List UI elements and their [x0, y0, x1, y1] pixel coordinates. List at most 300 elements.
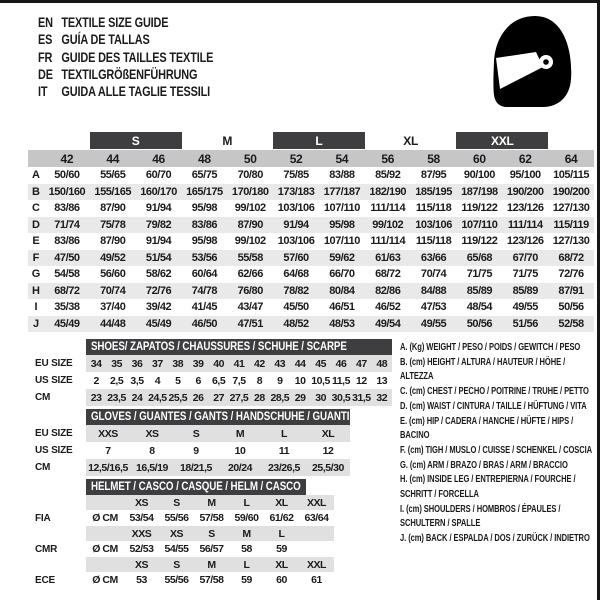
size-value: 84/88	[420, 284, 447, 297]
size-value: 99/102	[372, 218, 404, 231]
legend-item-d: D. (cm) WAIST / CINTURA / TAILLE / HÜFTUNG / VITA	[400, 399, 587, 412]
helmet-size-value: 59	[241, 574, 252, 586]
size-value: 67/70	[512, 251, 538, 264]
size-value: 173/183	[277, 185, 315, 198]
size-value: 115/119	[553, 218, 589, 231]
size-value: 45/49	[54, 317, 80, 330]
gloves-value: XXS	[98, 427, 118, 440]
shoes-title: SHOES/ ZAPATOS / CHAUSSURES / SCHUHE / SCARPE	[91, 341, 347, 353]
gloves-value: M	[235, 427, 245, 440]
size-value: 105/115	[553, 169, 590, 182]
size-number: 62	[518, 151, 532, 166]
shoes-row-label: EU SIZE	[35, 358, 73, 369]
language-code: IT	[38, 83, 48, 100]
gloves-row-eu-size	[28, 425, 350, 442]
size-value: 115/118	[415, 235, 452, 248]
language-title-list	[38, 14, 213, 100]
size-value: 49/55	[512, 301, 538, 314]
helmet-size-label: L	[243, 496, 250, 509]
size-value: 78/82	[283, 284, 309, 297]
size-value: 111/114	[507, 218, 543, 231]
size-value: 99/102	[234, 235, 266, 248]
measure-row-e	[28, 233, 594, 250]
size-number: 58	[427, 151, 440, 166]
size-value: 52/58	[558, 317, 584, 330]
size-value: 47/51	[237, 317, 263, 330]
size-number: 56	[381, 151, 395, 166]
shoes-value: 4	[154, 374, 161, 387]
size-value: 90/100	[463, 169, 495, 182]
shoes-value: 41	[233, 357, 245, 370]
size-value: 170/180	[231, 185, 269, 198]
size-value: 187/198	[461, 185, 498, 198]
size-value: 87/90	[100, 202, 126, 215]
measure-row-label: D	[32, 218, 40, 231]
size-value: 103/106	[277, 235, 315, 248]
size-value: 56/60	[100, 268, 126, 281]
size-value: 160/170	[140, 185, 177, 198]
size-value: 95/98	[191, 235, 218, 248]
guide-title: GUIDA ALLE TAGLIE TESSILI	[61, 83, 210, 100]
size-group-xl: XL	[403, 133, 419, 148]
size-value: 60/64	[191, 268, 218, 281]
shoes-value: 23,5	[107, 391, 126, 404]
helmet-size-label: XS	[134, 558, 149, 571]
helmet-size-label: M	[207, 558, 216, 571]
size-value: 63/66	[420, 251, 447, 264]
shoes-value: 2,5	[109, 374, 124, 387]
size-value: 95/98	[329, 218, 355, 231]
gloves-value: 8	[149, 444, 155, 457]
size-value: 68/72	[558, 251, 584, 264]
size-value: 50/56	[558, 301, 584, 314]
size-value: 61/63	[375, 251, 401, 264]
shoes-value: 43	[274, 357, 286, 370]
size-value: 71/75	[466, 268, 493, 281]
gloves-value: 23/26,5	[268, 461, 300, 474]
size-value: 60/70	[145, 169, 172, 182]
size-group-spacer	[548, 132, 594, 149]
shoes-value: 6,5	[211, 374, 226, 387]
language-code: ES	[38, 31, 53, 48]
size-value: 68/72	[54, 284, 80, 297]
measure-row-f	[28, 250, 594, 267]
size-value: 44/48	[100, 317, 126, 330]
size-value: 177/187	[323, 185, 361, 198]
size-value: 49/54	[375, 317, 401, 330]
legend-item-g: G. (cm) ARM / BRAZO / BRAS / ARM / BRACCIO	[400, 458, 568, 471]
size-number: 64	[564, 151, 578, 166]
size-value: 91/94	[283, 218, 309, 231]
guide-title: GUIDE DES TAILLES TEXTILE	[61, 48, 214, 65]
shoes-value: 10	[294, 374, 306, 387]
measure-row-j	[28, 316, 594, 333]
helmet-title: HELMET / CASCO / CASQUE / HELM / CASCO	[91, 481, 301, 493]
helmet-size-label: S	[173, 496, 180, 509]
helmet-size-label: L	[243, 558, 250, 571]
size-value: 59/62	[329, 251, 355, 264]
measure-row-a	[28, 167, 594, 184]
size-value: 165/175	[186, 185, 223, 198]
measure-row-label: C	[32, 202, 40, 215]
shoes-value: 11,5	[331, 374, 351, 387]
shoes-row-label: US SIZE	[35, 375, 73, 386]
helmet-size-value: 63/64	[304, 512, 329, 524]
shoes-value: 26	[192, 391, 204, 404]
size-value: 46/51	[329, 301, 355, 314]
shoes-value: 37	[152, 357, 163, 370]
size-value: 127/130	[552, 235, 590, 248]
gloves-value: 12	[322, 444, 334, 457]
size-value: 65/75	[191, 169, 218, 182]
shoes-value: 5	[175, 374, 181, 387]
helmet-unit-label: Ø CM	[92, 574, 118, 586]
measure-row-b	[28, 184, 594, 201]
shoes-value: 47	[356, 357, 367, 370]
shoes-row-us-size	[28, 372, 392, 389]
size-value: 119/122	[461, 235, 498, 248]
guide-title: TEXTILGRÖßENFÜHRUNG	[61, 65, 198, 82]
language-code: DE	[38, 65, 53, 82]
helmet-size-value: 53	[136, 574, 147, 586]
size-value: 51/56	[512, 317, 538, 330]
measure-row-g	[28, 266, 594, 283]
helmet-value-row-fia	[28, 510, 334, 526]
helmet-header-bar	[86, 479, 306, 495]
size-value: 74/78	[191, 284, 218, 297]
helmet-size-value: 56/57	[199, 543, 224, 555]
size-value: 47/50	[54, 251, 80, 264]
shoes-value: 27,5	[229, 391, 249, 404]
shoes-value: 46	[335, 357, 347, 370]
gloves-value: 10	[234, 444, 246, 457]
size-value: 49/52	[100, 251, 126, 264]
size-value: 70/74	[100, 284, 126, 297]
size-value: 35/38	[54, 301, 80, 314]
legend-item-c: C. (cm) CHEST / PECHO / POITRINE / TRUHE / PETTO	[400, 385, 589, 398]
size-value: 190/200	[552, 185, 590, 198]
size-value: 91/94	[145, 235, 172, 248]
shoes-value: 2	[93, 374, 99, 387]
shoes-value: 39	[192, 357, 204, 370]
size-value: 85/89	[512, 284, 538, 297]
helmet-value-row-cmr	[28, 541, 334, 557]
size-value: 48/54	[466, 301, 493, 314]
size-value: 85/92	[375, 169, 401, 182]
gloves-header-bar	[86, 409, 350, 425]
size-value: 80/84	[329, 284, 355, 297]
shoes-value: 31,5	[352, 391, 371, 404]
helmet-header-row	[28, 479, 334, 495]
helmet-icon	[487, 13, 573, 109]
size-value: 115/118	[415, 202, 452, 215]
helmet-size-row-fia	[28, 495, 334, 510]
shoes-value: 28,5	[270, 391, 290, 404]
language-row	[38, 49, 213, 66]
size-value: 41/45	[191, 301, 218, 314]
size-value: 119/122	[461, 202, 498, 215]
size-value: 45/50	[283, 301, 309, 314]
gloves-value: XS	[145, 427, 159, 440]
size-value: 127/130	[552, 202, 590, 215]
helmet-size-value: 61	[311, 574, 322, 586]
shoes-size-table	[28, 339, 392, 406]
size-value: 70/80	[237, 169, 263, 182]
gloves-value: XL	[321, 427, 335, 440]
helmet-size-value: 53/54	[129, 512, 154, 524]
size-value: 87/95	[420, 169, 447, 182]
helmet-size-table	[28, 479, 334, 588]
size-value: 48/53	[329, 317, 355, 330]
size-value: 46/50	[191, 317, 218, 330]
guide-title: GUÍA DE TALLAS	[61, 31, 150, 48]
shoes-row-cm	[28, 389, 392, 406]
size-value: 46/52	[375, 301, 401, 314]
shoes-value: 25,5	[168, 391, 188, 404]
size-value: 70/74	[420, 268, 447, 281]
shoes-value: 48	[376, 357, 388, 370]
helmet-agency-label: ECE	[35, 574, 55, 586]
size-group-s: S	[90, 132, 182, 149]
shoes-value: 8	[256, 374, 263, 387]
size-value: 190/200	[506, 185, 544, 198]
legend-item-j: J. (cm) BACK / ESPALDA / DOS / ZURÜCK / INDIETRO	[400, 532, 590, 545]
shoes-value: 35	[111, 357, 122, 370]
gloves-row-us-size	[28, 442, 350, 459]
gloves-title: GLOVES / GUANTES / GANTS / HANDSCHUHE / GUANTI	[91, 411, 350, 423]
size-group-spacer	[28, 132, 90, 149]
size-value: 58/62	[145, 268, 172, 281]
helmet-size-value: 61/62	[269, 512, 294, 524]
size-number: 42	[60, 151, 74, 166]
language-code: EN	[38, 14, 53, 30]
measure-row-label: J	[32, 317, 40, 330]
size-number: 54	[335, 151, 349, 166]
gloves-row-cm	[28, 459, 350, 476]
size-value: 39/42	[145, 301, 172, 314]
size-value: 79/82	[145, 218, 172, 231]
helmet-size-value: 58	[241, 543, 252, 555]
size-value: 50/56	[466, 317, 493, 330]
size-value: 68/72	[375, 268, 401, 281]
size-value: 50/60	[54, 169, 80, 182]
shoes-value: 42	[254, 357, 265, 370]
helmet-size-label: S	[208, 527, 215, 540]
size-value: 75/85	[283, 169, 309, 182]
size-value: 123/126	[506, 202, 544, 215]
shoes-value: 44	[294, 357, 306, 370]
size-value: 48/52	[283, 317, 309, 330]
measure-row-label: I	[34, 301, 38, 314]
helmet-size-value: 55/56	[164, 512, 189, 524]
size-value: 107/110	[461, 218, 498, 231]
size-value: 83/86	[191, 218, 218, 231]
legend-item-h: H. (cm) INSIDE LEG / ENTREPIERNA / FOURCHE / SCHRITT / FORCELLA	[400, 473, 576, 501]
size-value: 150/160	[48, 185, 86, 198]
helmet-size-value: 55/56	[164, 574, 189, 586]
helmet-size-row-cmr	[28, 526, 334, 541]
measure-row-label: G	[31, 268, 41, 281]
measure-row-i	[28, 299, 594, 316]
measure-row-label: A	[32, 169, 40, 182]
size-value: 87/91	[558, 284, 584, 297]
gloves-value: 20/24	[227, 461, 253, 474]
textile-size-table	[28, 131, 594, 332]
helmet-agency-label: FIA	[35, 512, 51, 524]
size-value: 55/58	[237, 251, 263, 264]
helmet-size-label: L	[278, 527, 285, 540]
size-group-xxl: XXL	[456, 132, 548, 149]
gloves-header-row	[28, 409, 350, 425]
size-value: 95/100	[509, 169, 541, 182]
gloves-value: 16,5/19	[136, 461, 168, 474]
language-row	[38, 66, 213, 83]
size-value: 111/114	[370, 235, 406, 248]
measurement-legend	[400, 340, 594, 546]
helmet-size-label: XXL	[306, 558, 327, 571]
gloves-value: 18/21,5	[180, 461, 212, 474]
size-value: 49/55	[420, 317, 447, 330]
shoes-value: 24,5	[148, 391, 167, 404]
shoes-value: 30,5	[331, 391, 351, 404]
legend-item-f: F. (cm) TIGH / MUSLO / CUISSE / SCHENKEL / COSCIA	[400, 443, 593, 456]
shoes-value: 29	[294, 391, 306, 404]
size-value: 107/110	[323, 202, 360, 215]
gloves-value: 11	[278, 444, 290, 457]
helmet-unit-label: Ø CM	[92, 543, 118, 555]
helmet-size-label: XL	[275, 496, 288, 509]
size-value: 53/56	[191, 251, 218, 264]
measure-row-label: B	[32, 185, 40, 198]
size-value: 99/102	[234, 202, 266, 215]
size-number: 46	[152, 151, 165, 166]
size-value: 95/98	[191, 202, 218, 215]
shoes-value: 38	[172, 357, 184, 370]
shoes-value: 7,5	[232, 374, 246, 387]
size-number: 48	[198, 151, 211, 166]
helmet-size-value: 60	[276, 574, 287, 586]
size-value: 71/74	[54, 218, 80, 231]
size-number-row	[28, 150, 594, 167]
shoes-row-label: CM	[35, 392, 51, 403]
measure-row-label: E	[32, 235, 40, 248]
legend-item-i: I. (cm) SHOULDERS / HOMBROS / ÉPAULES / SCHULTERN / SPALLE	[400, 502, 561, 530]
size-value: 82/86	[375, 284, 401, 297]
helmet-size-label: XL	[275, 558, 288, 571]
helmet-value-row-ece	[28, 572, 334, 588]
gloves-size-table	[28, 409, 350, 476]
guide-title: TEXTILE SIZE GUIDE	[61, 14, 169, 30]
shoes-value: 9	[277, 374, 283, 387]
size-value: 182/190	[369, 185, 407, 198]
helmet-unit-label: Ø CM	[92, 512, 118, 524]
size-value: 57/60	[283, 251, 309, 264]
size-value: 155/165	[94, 185, 132, 198]
size-value: 37/40	[100, 301, 126, 314]
size-value: 45/49	[145, 317, 172, 330]
measure-row-d	[28, 217, 594, 234]
shoes-value: 3,5	[130, 374, 144, 387]
size-value: 55/65	[100, 169, 126, 182]
gloves-row-label: US SIZE	[35, 445, 73, 456]
measure-row-label: F	[32, 251, 40, 264]
shoes-value: 34	[90, 357, 102, 370]
shoes-value: 12	[356, 374, 367, 387]
shoes-value: 45	[315, 357, 326, 370]
size-value: 185/195	[415, 185, 452, 198]
shoes-value: 27	[213, 391, 224, 404]
shoes-row-eu-size	[28, 355, 392, 372]
gloves-value: 12,5/16,5	[88, 461, 128, 474]
size-value: 83/86	[54, 202, 80, 215]
helmet-size-label: XXS	[131, 527, 152, 540]
size-value: 51/54	[145, 251, 172, 264]
language-code: FR	[38, 48, 53, 65]
shoes-value: 32	[376, 391, 388, 404]
gloves-value: 7	[105, 444, 111, 457]
size-number: 50	[243, 151, 257, 166]
shoes-value: 40	[213, 357, 224, 370]
size-value: 83/86	[54, 235, 80, 248]
size-value: 72/76	[145, 284, 172, 297]
size-number: 44	[106, 151, 120, 166]
size-value: 64/68	[283, 268, 309, 281]
shoes-value: 30	[315, 391, 326, 404]
size-value: 85/89	[466, 284, 493, 297]
size-value: 75/78	[100, 218, 126, 231]
size-value: 111/114	[370, 202, 406, 215]
size-number: 60	[473, 151, 486, 166]
shoes-value: 28	[254, 391, 265, 404]
helmet-size-label: XXL	[306, 496, 327, 509]
size-value: 72/76	[558, 268, 584, 281]
size-value: 71/75	[512, 268, 538, 281]
language-row	[38, 31, 213, 48]
helmet-size-value: 57/58	[199, 574, 224, 586]
size-value: 91/94	[145, 202, 172, 215]
language-row	[38, 83, 213, 100]
legend-item-e: E. (cm) HIP / CADERA / HANCHE / HÜFTE / HIPS / BACINO	[400, 414, 574, 442]
size-value: 123/126	[506, 235, 544, 248]
size-group-l: L	[273, 132, 365, 149]
helmet-size-label: M	[207, 496, 216, 509]
helmet-size-value: 52/53	[129, 543, 154, 555]
gloves-value: 9	[193, 444, 199, 457]
shoes-value: 24	[131, 391, 143, 404]
helmet-agency-label: CMR	[35, 543, 58, 555]
legend-item-a: A. (Kg) WEIGHT / PESO / POIDS / GEWITCH / PESO	[400, 341, 581, 353]
gloves-value: S	[192, 427, 200, 440]
helmet-size-value: 59	[276, 543, 287, 555]
measure-row-h	[28, 283, 594, 300]
helmet-size-value: 59/60	[234, 512, 259, 524]
shoes-value: 23	[90, 391, 102, 404]
size-group-m: M	[222, 133, 233, 148]
size-value: 83/88	[329, 169, 355, 182]
shoes-header-row	[28, 339, 392, 355]
shoes-value: 6	[195, 374, 201, 387]
size-value: 65/68	[466, 251, 493, 264]
size-value: 76/80	[237, 284, 263, 297]
size-group-row	[28, 131, 594, 150]
gloves-value: 25,5/30	[312, 461, 344, 474]
legend-item-b: B. (cm) HEIGHT / ALTURA / HAUTEUR / HÖHE / ALTEZZA	[400, 355, 566, 383]
size-value: 62/66	[237, 268, 263, 281]
size-value: 107/110	[323, 235, 360, 248]
helmet-size-label: S	[173, 558, 180, 571]
size-value: 103/106	[277, 202, 315, 215]
gloves-row-label: CM	[35, 462, 51, 473]
